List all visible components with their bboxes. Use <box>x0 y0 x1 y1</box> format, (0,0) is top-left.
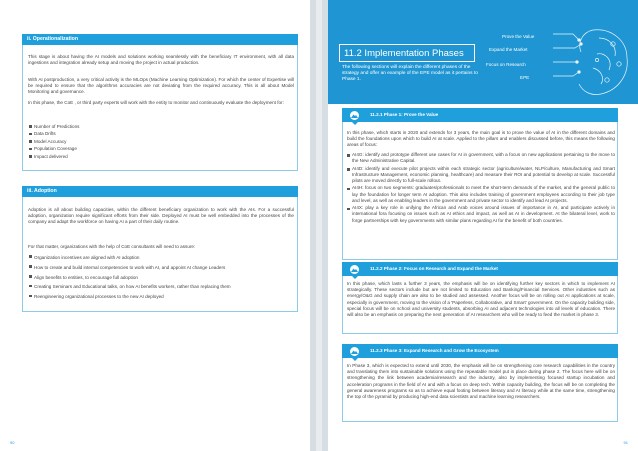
left-page-number: 90 <box>10 440 15 445</box>
list-item: Impact delivered <box>29 153 79 160</box>
list-item: AI4G: identify and prototype different use cases for AI in government, with a focus on new applications pertaining to the move to the New Administrative Capital. <box>347 152 615 164</box>
operationalization-paragraph-3: In this phase, the CoE , or third party experts will work with the entity to monitor and continuously evaluate the deployment for: <box>28 100 284 105</box>
hero-subtitle: The following sections will explain the different phases of the strategy and offer an example of the EPE model as it pertains to Phase 1. <box>342 65 478 82</box>
hero-label-expand-market: Expand the Market <box>489 47 528 52</box>
operationalization-paragraph-1: This stage is about having the AI models and solutions working seamlessly with the beneficiary IT environment, with all data ingestions and integration already setup and moving the project in actual production. <box>28 54 294 66</box>
deployment-metrics-list <box>29 123 79 160</box>
list-item: Population Coverage <box>29 145 79 152</box>
mountain-icon <box>350 111 359 120</box>
list-item: Organization incentives are aligned with AI adoption <box>29 253 231 263</box>
adoption-section <box>22 197 298 312</box>
page-title: 11.2 Implementation Phases <box>339 44 475 62</box>
left-page <box>0 0 316 451</box>
list-item: Creating Seminars and Educational talks, on how AI benefits workers, rather than replacing them <box>29 282 231 292</box>
phase-3-heading-label: 11.2.3 Phase 3: Expand Research and Grow the Ecosystem <box>370 348 499 353</box>
phase-1-section <box>342 122 618 260</box>
adoption-paragraph-1: Adoption is all about building capacities, within the different beneficiary organization to work with the AIs. For a successful adoption, organization require significant efforts from their side. Deployed AI must be well embedded into the processes of the company and adapt the workforce on having AI a part of their daily routine. <box>28 207 294 225</box>
hero-label-prove-value: Prove the Value <box>502 34 535 39</box>
list-item: Reengineering organizational processes to the new AI deployed <box>29 292 231 302</box>
list-item: Data Drifts <box>29 130 79 137</box>
phase-2-heading <box>342 262 618 276</box>
list-item: Model Accuracy <box>29 138 79 145</box>
operationalization-paragraph-2: With AI postproduction, a very critical activity is the MLOps (Machine Learning Optimization). For which the center of Expertise will be required to ensure that the algorithms accuracies are not deviating from the required accuracy. This is all about Model Monitoring and governance. <box>28 77 294 95</box>
list-item: Number of Predictions <box>29 123 79 130</box>
mountain-icon <box>350 347 359 356</box>
phase-1-focus-list <box>347 152 615 224</box>
list-item: How to create and build internal competencies to work with AI, and appoint AI change Leaders <box>29 263 231 273</box>
phase-2-section <box>342 276 618 334</box>
adoption-heading: iii. Adoption <box>22 186 298 197</box>
list-item: AI4D: identify and execute pilot projects within each strategic sector (agriculture/water, NLP/culture, Manufacturing and Smart Infrastructure Management, economic planning, healthcare) and measure their ROI and potential to develop at scale. Successful pilots are moved directly to full-scale rollout. <box>347 166 615 185</box>
adoption-paragraph-2: For that matter, organizations with the help of CoE consultants will need to assure: <box>28 244 196 249</box>
operationalization-section <box>22 45 298 171</box>
mountain-icon <box>350 265 359 274</box>
phase-2-heading-label: 11.2.2 Phase 2: Focus on Research and Expand the Market <box>370 266 498 271</box>
list-item: AI4H: focus on two segments: graduates/professionals to meet the short-term demands of the market, and the general public to lay the foundation for longer term AI adoption. This also includes training of government employees according to their job type and level, as well as enabling leaders in the government and private sector to identify and lead AI projects. <box>347 185 615 204</box>
list-item: Align benefits to entities, to encourage full adoption <box>29 273 231 283</box>
phase-3-heading <box>342 344 618 358</box>
left-page-side-bar <box>310 0 316 451</box>
brain-circuit-icon <box>553 24 633 102</box>
right-page-number: 91 <box>623 440 628 445</box>
phase-3-body: In Phase 3, which is expected to extend until 2030, the emphasis will be on strengthening core research capabilities in the country and translating them into sustainable solutions using the repeatable model put in place during phase 2. The focus here will be on strengthening the link between academia/research and the industry, also by implementing focused startup incubation and acceleration programs in the field of AI and with a focus on deep tech. Within capacity building, the focus will be on completing the general awareness programs so as to achieve equal footing between literacy and AI literacy while at the same time, strengthening the top of the pyramid by producing high-end data scientists and machine learning researchers. <box>347 363 615 400</box>
phase-1-heading <box>342 108 618 122</box>
operationalization-heading: ii. Operationalization <box>22 34 298 45</box>
phase-1-intro: In this phase, which starts in 2020 and extends for 3 years, the main goal is to prove the value of AI in the different domains and build the foundations upon which to build AI at scale. Applied to the pillars and enablers discussed before, this means the following areas of focus: <box>347 130 615 148</box>
phase-2-body: In this phase, which lasts a further 3 years, the emphasis will be on identifying further key sectors in which to implement AI strategically. These sectors include but are not limited to Education and Banking/Financial Services. Other industries such as energy/O&G and supply chain are also to be studied and assessed. Another focus will be on rolling out AI applications at scale, especially in government, moving to the vision of a 'Paperless, Collaborative, and Smart' government. On the capacity building side, special focus will be on school and university students, absorbing AI and adjacent technologies into all levels of education. There will also be an emphasis on preparing the next generation of AI researchers who will be ready to feed the market in phase 3. <box>347 281 615 318</box>
hero-label-epe: EPE <box>520 75 530 80</box>
adoption-checklist <box>29 253 231 302</box>
phase-3-section <box>342 358 618 422</box>
phase-1-heading-label: 11.2.1 Phase 1: Prove the Value <box>370 112 439 117</box>
hero-label-focus-research: Focus on Research <box>486 62 526 67</box>
list-item: AI4X: play a key role in unifying the African and Arab voices around issues of importance in AI, and participate actively in international fora focusing on issues such as AI ethics and impact, as well as AI in development. At the bilateral level, work to forge partnerships with key governments with similar plans regarding AI for the benefit of both countries. <box>347 205 615 224</box>
